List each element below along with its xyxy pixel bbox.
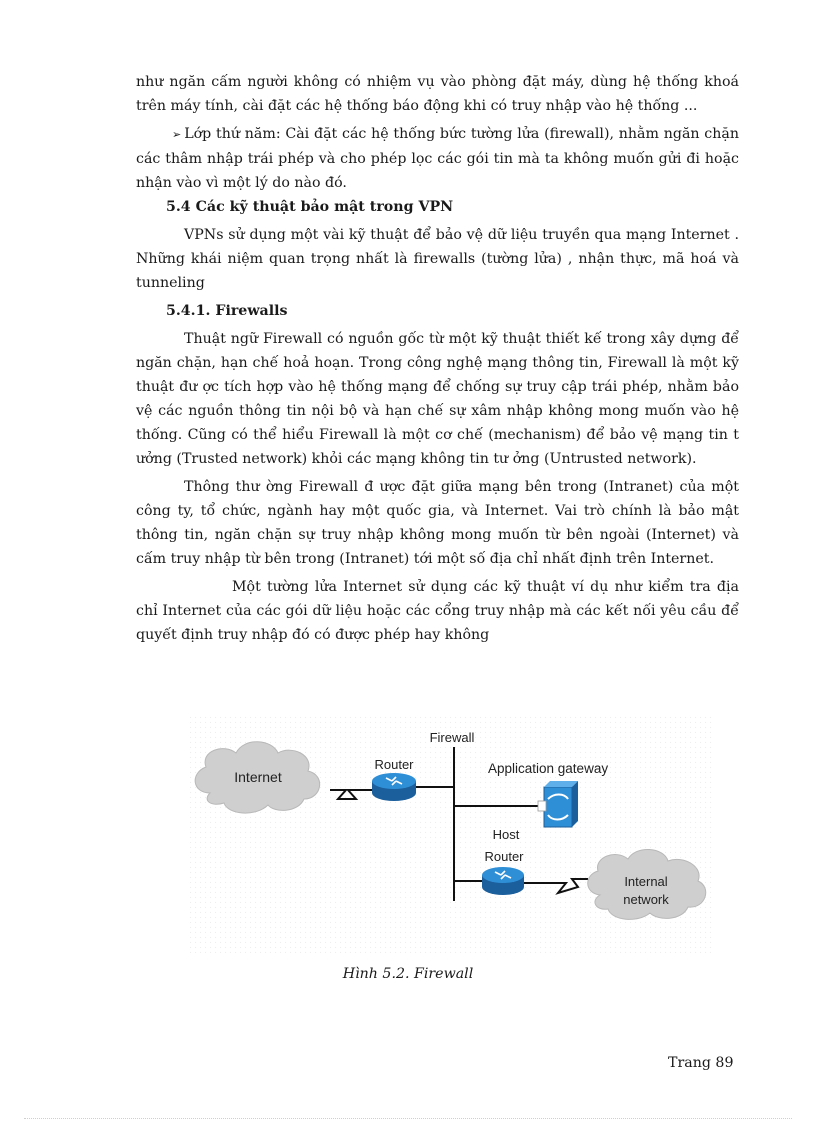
router-1-icon [372,773,416,801]
paragraph-1: như ngăn cấm người không có nhiệm vụ vào phòng đặt máy, dùng hệ thống khoá trên máy tính, cài đặt các hệ thống báo động khi có truy nhập vào hệ thống ... [136,74,739,114]
bullet-arrow-icon: ➢ [172,128,182,141]
router-2-icon [482,867,524,895]
heading-5-4-1: 5.4.1. Firewalls [166,303,288,319]
internal-label-1: Internal [624,874,668,889]
paragraph-4: Thuật ngữ Firewall có nguồn gốc từ một kỹ thuật thiết kế trong xây dựng để ngăn chặn, hạn chế hoả hoạn. Trong công nghệ mạng thông tin, Firewall là một kỹ thuật đư ợc tích hợp vào hệ thống mạng để chống sự truy cập trái phép, nhằm bảo vệ các nguồn thông tin nội bộ và hạn chế sự xâm nhập không mong muốn vào hệ thống. Cũng có thể hiểu Firewall là một cơ chế (mechanism) để bảo vệ mạng tin t ưởng (Trusted network) khỏi các mạng không tin tư ởng (Untrusted network). [136,331,739,467]
internet-label: Internet [234,769,282,785]
firewall-diagram [188,715,714,953]
paragraph-3: VPNs sử dụng một vài kỹ thuật để bảo vệ dữ liệu truyền qua mạng Internet . Những khái niệm quan trọng nhất là firewalls (tường lửa) , nhận thực, mã hoá và tunneling [136,227,739,291]
paragraph-2 [136,122,739,195]
application-gateway-icon [538,781,578,827]
app-gateway-label: Application gateway [488,761,609,776]
paragraph-2-text: Lớp thứ năm: Cài đặt các hệ thống bức tường lửa (firewall), nhằm ngăn chặn các thâm nhập trái phép và cho phép lọc các gói tin mà ta không muốn gửi đi hoặc nhận vào vì một lý do nào đó. [136,126,739,191]
router-1-label: Router [374,757,414,772]
router-2-label: Router [484,849,524,864]
footer-divider [24,1118,792,1119]
paragraph-6: Một tường lửa Internet sử dụng các kỹ thuật ví dụ như kiểm tra địa chỉ Internet của các gói dữ liệu hoặc các cổng truy nhập mà các kết nối yêu cầu để quyết định truy nhập đó có được phép hay không [136,579,739,643]
heading-5-4: 5.4 Các kỹ thuật bảo mật trong VPN [166,199,454,215]
wan-link-1 [330,790,372,799]
page-number: Trang 89 [668,1055,734,1071]
host-label: Host [492,827,520,842]
firewall-label: Firewall [429,730,475,745]
figure-caption: Hình 5.2. Firewall [342,966,474,982]
body-text [136,70,739,647]
wan-link-2 [524,879,588,893]
paragraph-5: Thông thư ờng Firewall đ ược đặt giữa mạng bên trong (Intranet) của một công ty, tổ chức, ngành hay một quốc gia, và Internet. Vai trò chính là bảo mật thông tin, ngăn chặn sự truy nhập không mong muốn từ bên ngoài (Internet) và cấm truy nhập từ bên trong (Intranet) tới một số địa chỉ nhất định trên Internet. [136,479,739,567]
internal-label-2: network [623,892,669,907]
